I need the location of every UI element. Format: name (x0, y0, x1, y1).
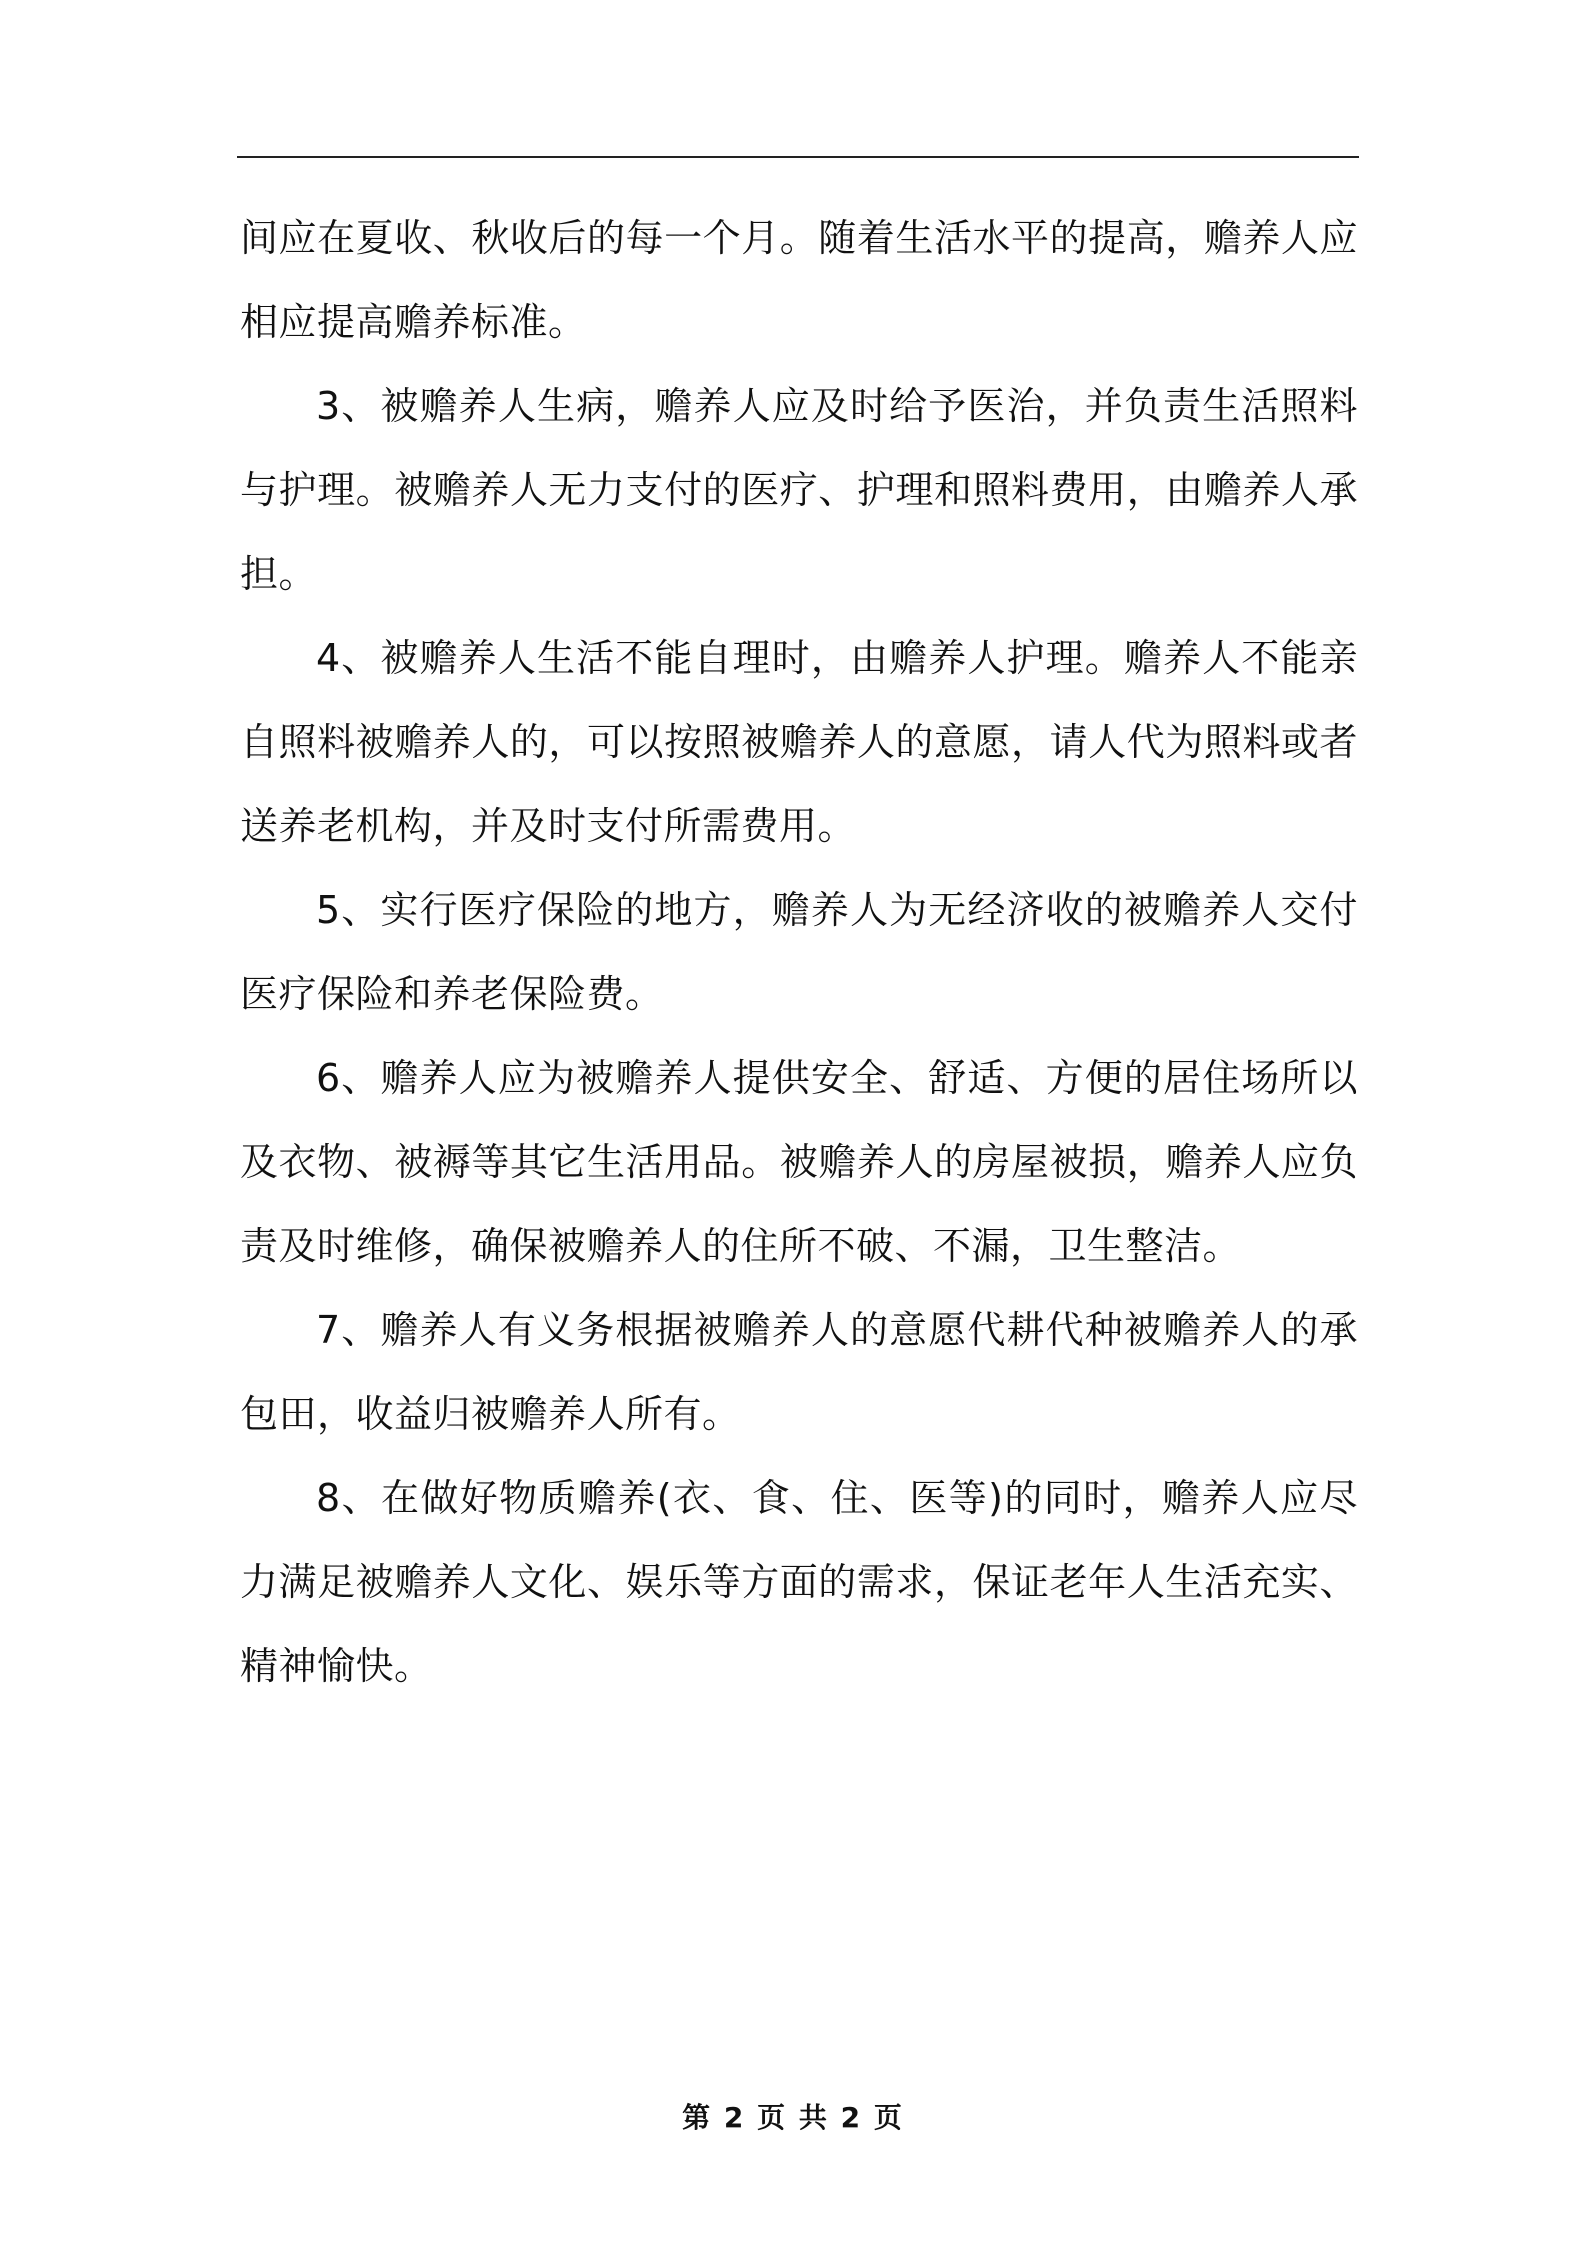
page-number: 第 2 页 共 2 页 (682, 2101, 904, 2134)
paragraph-item-8: 8、在做好物质赡养(衣、食、住、医等)的同时，赡养人应尽力满足被赡养人文化、娱乐等方面的需求，保证老年人生活充实、精神愉快。 (240, 1476, 1358, 1688)
header-rule (237, 156, 1359, 158)
paragraph-item-4: 4、被赡养人生活不能自理时，由赡养人护理。赡养人不能亲自照料被赡养人的，可以按照被赡养人的意愿，请人代为照料或者送养老机构，并及时支付所需费用。 (240, 636, 1358, 848)
paragraph-item-7: 7、赡养人有义务根据被赡养人的意愿代耕代种被赡养人的承包田，收益归被赡养人所有。 (240, 1308, 1358, 1436)
paragraph-item-6: 6、赡养人应为被赡养人提供安全、舒适、方便的居住场所以及衣物、被褥等其它生活用品。被赡养人的房屋被损，赡养人应负责及时维修，确保被赡养人的住所不破、不漏，卫生整洁。 (240, 1056, 1358, 1268)
document-body (240, 196, 1358, 1708)
paragraph-continuation: 间应在夏收、秋收后的每一个月。随着生活水平的提高，赡养人应相应提高赡养标准。 (240, 216, 1358, 344)
paragraph-item-3: 3、被赡养人生病，赡养人应及时给予医治，并负责生活照料与护理。被赡养人无力支付的医疗、护理和照料费用，由赡养人承担。 (240, 384, 1358, 596)
paragraph-item-5: 5、实行医疗保险的地方，赡养人为无经济收的被赡养人交付医疗保险和养老保险费。 (240, 888, 1358, 1016)
